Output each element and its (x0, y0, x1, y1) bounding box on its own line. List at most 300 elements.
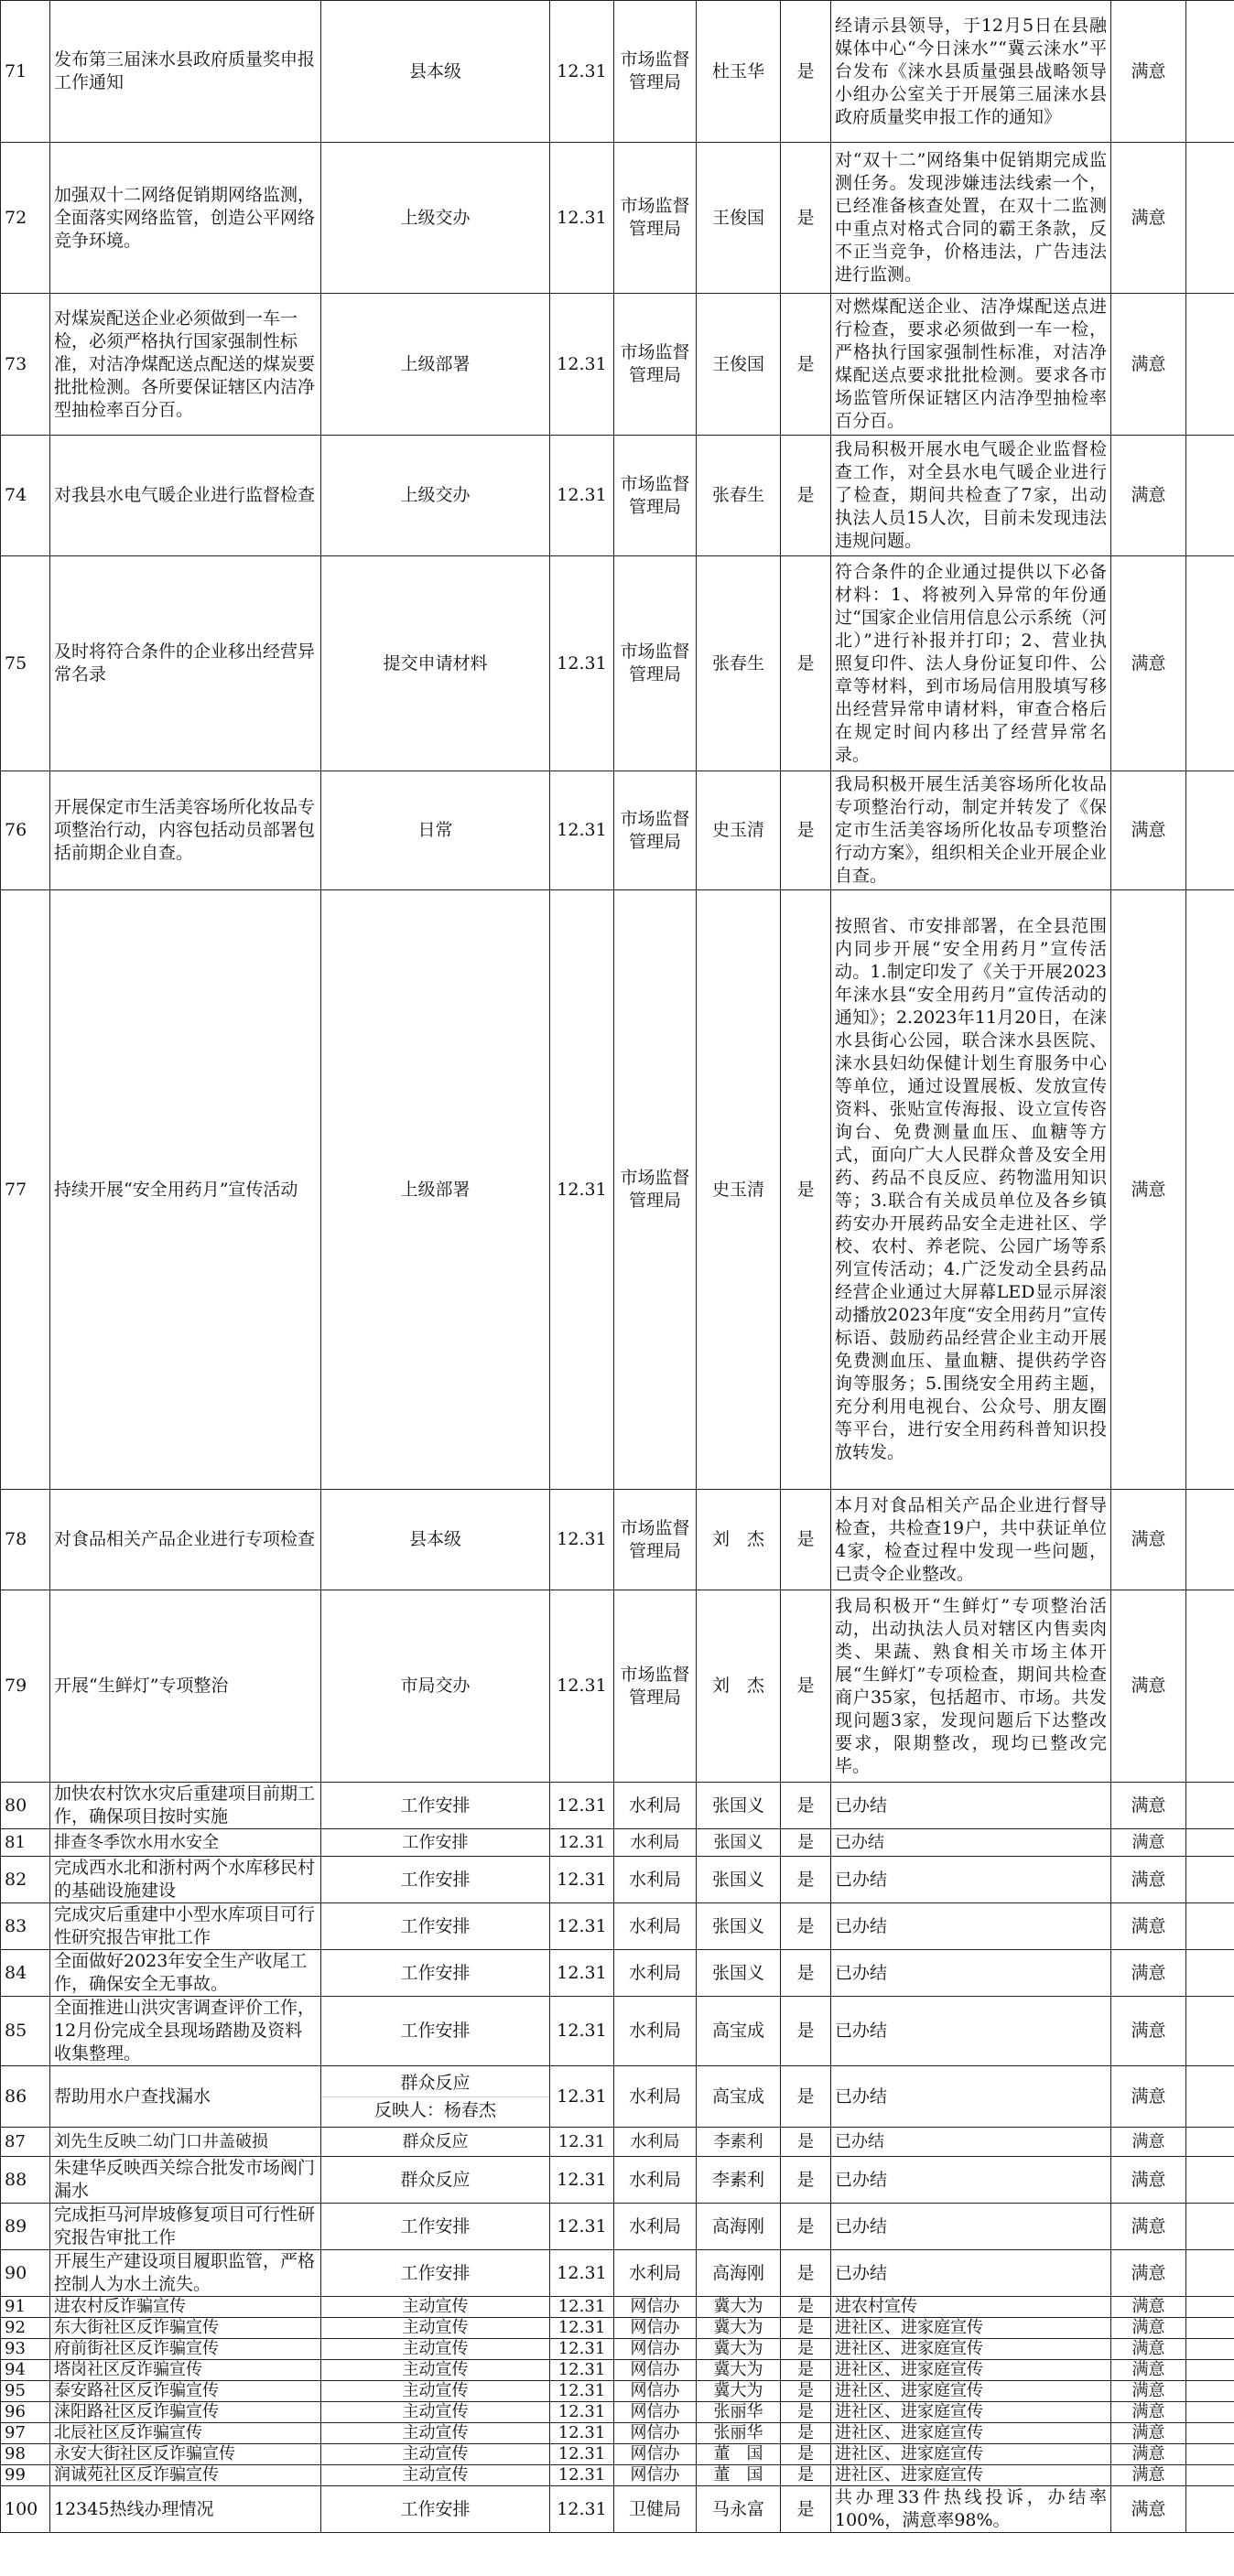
completed-flag[interactable]: 是 (781, 2444, 831, 2465)
responsible-department[interactable]: 水利局 (614, 2250, 697, 2297)
satisfaction[interactable]: 满意 (1111, 1490, 1186, 1590)
row-number[interactable]: 74 (1, 436, 50, 556)
row-number[interactable]: 89 (1, 2204, 50, 2250)
completion-result[interactable]: 进社区、进家庭宣传 (831, 2339, 1111, 2360)
completion-result[interactable]: 进社区、进家庭宣传 (831, 2402, 1111, 2423)
remarks-cell[interactable] (1186, 771, 1234, 890)
remarks-cell[interactable] (1186, 1903, 1234, 1950)
completed-flag[interactable]: 是 (781, 890, 831, 1490)
completed-flag[interactable]: 是 (781, 1590, 831, 1783)
deadline-date[interactable]: 12.31 (550, 1950, 614, 1997)
responsible-department[interactable]: 市场监督管理局 (614, 143, 697, 294)
responsible-department[interactable]: 市场监督管理局 (614, 890, 697, 1490)
row-number[interactable]: 100 (1, 2486, 50, 2533)
deadline-date[interactable]: 12.31 (550, 1903, 614, 1950)
satisfaction[interactable]: 满意 (1111, 294, 1186, 436)
row-number[interactable]: 71 (1, 1, 50, 143)
task-description[interactable]: 12345热线办理情况 (50, 2486, 321, 2533)
deadline-date[interactable]: 12.31 (550, 2402, 614, 2423)
completion-result[interactable]: 我局积极开展水电气暖企业监督检查工作，对全县水电气暖企业进行了检查，期间共检查了7家，出动执法人员15人次，目前未发现违法违规问题。 (831, 436, 1111, 556)
deadline-date[interactable]: 12.31 (550, 2297, 614, 2318)
satisfaction[interactable]: 满意 (1111, 2339, 1186, 2360)
responsible-department[interactable]: 水利局 (614, 2128, 697, 2157)
completion-result[interactable]: 已办结 (831, 2157, 1111, 2204)
row-number[interactable]: 93 (1, 2339, 50, 2360)
remarks-cell[interactable] (1186, 2360, 1234, 2381)
deadline-date[interactable]: 12.31 (550, 1590, 614, 1783)
satisfaction[interactable]: 满意 (1111, 2318, 1186, 2339)
task-source[interactable]: 主动宣传 (321, 2381, 550, 2402)
completion-result[interactable]: 已办结 (831, 1829, 1111, 1857)
satisfaction[interactable]: 满意 (1111, 1857, 1186, 1903)
deadline-date[interactable]: 12.31 (550, 1, 614, 143)
satisfaction[interactable]: 满意 (1111, 2423, 1186, 2444)
completion-result[interactable]: 进社区、进家庭宣传 (831, 2423, 1111, 2444)
row-number[interactable]: 87 (1, 2128, 50, 2157)
remarks-cell[interactable] (1186, 2204, 1234, 2250)
task-description[interactable]: 涞阳路社区反诈骗宣传 (50, 2402, 321, 2423)
responsible-person[interactable]: 董 国 (697, 2465, 781, 2486)
responsible-department[interactable]: 市场监督管理局 (614, 294, 697, 436)
responsible-person[interactable]: 董 国 (697, 2444, 781, 2465)
satisfaction[interactable]: 满意 (1111, 1829, 1186, 1857)
responsible-person[interactable]: 冀大为 (697, 2297, 781, 2318)
responsible-person[interactable]: 李素利 (697, 2128, 781, 2157)
responsible-department[interactable]: 水利局 (614, 2066, 697, 2128)
responsible-department[interactable]: 市场监督管理局 (614, 1, 697, 143)
remarks-cell[interactable] (1186, 2465, 1234, 2486)
responsible-person[interactable]: 张丽华 (697, 2423, 781, 2444)
remarks-cell[interactable] (1186, 2381, 1234, 2402)
responsible-person[interactable]: 史玉清 (697, 890, 781, 1490)
task-source[interactable] (321, 2066, 550, 2128)
deadline-date[interactable]: 12.31 (550, 2204, 614, 2250)
deadline-date[interactable]: 12.31 (550, 1829, 614, 1857)
row-number[interactable]: 83 (1, 1903, 50, 1950)
completion-result[interactable]: 经请示县领导，于12月5日在县融媒体中心“今日涞水”“冀云涞水”平台发布《涞水县质量强县战略领导小组办公室关于开展第三届涞水县政府质量奖申报工作的通知》 (831, 1, 1111, 143)
task-description[interactable]: 及时将符合条件的企业移出经营异常名录 (50, 556, 321, 771)
remarks-cell[interactable] (1186, 890, 1234, 1490)
satisfaction[interactable]: 满意 (1111, 2128, 1186, 2157)
deadline-date[interactable]: 12.31 (550, 436, 614, 556)
responsible-department[interactable]: 水利局 (614, 1950, 697, 1997)
completed-flag[interactable]: 是 (781, 556, 831, 771)
completed-flag[interactable]: 是 (781, 2297, 831, 2318)
task-description[interactable]: 开展保定市生活美容场所化妆品专项整治行动，内容包括动员部署包括前期企业自查。 (50, 771, 321, 890)
row-number[interactable]: 95 (1, 2381, 50, 2402)
completed-flag[interactable]: 是 (781, 2066, 831, 2128)
responsible-person[interactable]: 高海刚 (697, 2204, 781, 2250)
task-source[interactable]: 日常 (321, 771, 550, 890)
task-description[interactable]: 加快农村饮水灾后重建项目前期工作，确保项目按时实施 (50, 1783, 321, 1829)
remarks-cell[interactable] (1186, 1950, 1234, 1997)
completion-result[interactable]: 进农村宣传 (831, 2297, 1111, 2318)
row-number[interactable]: 94 (1, 2360, 50, 2381)
remarks-cell[interactable] (1186, 1783, 1234, 1829)
row-number[interactable]: 97 (1, 2423, 50, 2444)
satisfaction[interactable]: 满意 (1111, 2204, 1186, 2250)
remarks-cell[interactable] (1186, 2444, 1234, 2465)
task-source[interactable]: 主动宣传 (321, 2444, 550, 2465)
task-source[interactable]: 工作安排 (321, 1857, 550, 1903)
completed-flag[interactable]: 是 (781, 1, 831, 143)
responsible-department[interactable]: 水利局 (614, 2204, 697, 2250)
row-number[interactable]: 85 (1, 1997, 50, 2066)
row-number[interactable]: 79 (1, 1590, 50, 1783)
responsible-person[interactable]: 冀大为 (697, 2381, 781, 2402)
task-description[interactable]: 对食品相关产品企业进行专项检查 (50, 1490, 321, 1590)
responsible-person[interactable]: 高宝成 (697, 2066, 781, 2128)
completed-flag[interactable]: 是 (781, 1783, 831, 1829)
task-source[interactable]: 上级部署 (321, 294, 550, 436)
task-source[interactable]: 工作安排 (321, 1829, 550, 1857)
remarks-cell[interactable] (1186, 1857, 1234, 1903)
remarks-cell[interactable] (1186, 143, 1234, 294)
completed-flag[interactable]: 是 (781, 2423, 831, 2444)
row-number[interactable]: 82 (1, 1857, 50, 1903)
task-source[interactable]: 主动宣传 (321, 2402, 550, 2423)
task-source[interactable]: 主动宣传 (321, 2339, 550, 2360)
completed-flag[interactable]: 是 (781, 771, 831, 890)
satisfaction[interactable]: 满意 (1111, 1783, 1186, 1829)
task-source[interactable]: 工作安排 (321, 1997, 550, 2066)
task-source[interactable]: 工作安排 (321, 1783, 550, 1829)
task-description[interactable]: 开展生产建设项目履职监管，严格控制人为水土流失。 (50, 2250, 321, 2297)
deadline-date[interactable]: 12.31 (550, 2318, 614, 2339)
satisfaction[interactable]: 满意 (1111, 2157, 1186, 2204)
completed-flag[interactable]: 是 (781, 1857, 831, 1903)
responsible-person[interactable]: 马永富 (697, 2486, 781, 2533)
satisfaction[interactable]: 满意 (1111, 2066, 1186, 2128)
row-number[interactable]: 96 (1, 2402, 50, 2423)
task-source[interactable]: 上级部署 (321, 890, 550, 1490)
deadline-date[interactable]: 12.31 (550, 2444, 614, 2465)
deadline-date[interactable]: 12.31 (550, 2066, 614, 2128)
deadline-date[interactable]: 12.31 (550, 556, 614, 771)
remarks-cell[interactable] (1186, 2402, 1234, 2423)
responsible-person[interactable]: 张丽华 (697, 2402, 781, 2423)
responsible-department[interactable]: 网信办 (614, 2360, 697, 2381)
task-description[interactable]: 东大街社区反诈骗宣传 (50, 2318, 321, 2339)
satisfaction[interactable]: 满意 (1111, 771, 1186, 890)
remarks-cell[interactable] (1186, 2066, 1234, 2128)
responsible-department[interactable]: 水利局 (614, 1997, 697, 2066)
task-source[interactable]: 工作安排 (321, 2204, 550, 2250)
remarks-cell[interactable] (1186, 2318, 1234, 2339)
row-number[interactable]: 75 (1, 556, 50, 771)
task-source[interactable]: 县本级 (321, 1490, 550, 1590)
task-description[interactable]: 完成西水北和浙村两个水库移民村的基础设施建设 (50, 1857, 321, 1903)
completion-result[interactable]: 我局积极开“生鲜灯”专项整治活动，出动执法人员对辖区内售卖肉类、果蔬、熟食相关市场主体开展“生鲜灯”专项检查，期间共检查商户35家，包括超市、市场。共发现问题3家，发现问题后下达整改要求，限期整改，现均已整改完毕。 (831, 1590, 1111, 1783)
completion-result[interactable]: 符合条件的企业通过提供以下必备材料：1、将被列入异常的年份通过“国家企业信用信息公示系统（河北）”进行补报并打印；2、营业执照复印件、法人身份证复印件、公章等材料，到市场局信用股填写移出经营异常申请材料，审查合格后在规定时间内移出了经营异常名录。 (831, 556, 1111, 771)
responsible-person[interactable]: 王俊国 (697, 294, 781, 436)
task-source[interactable]: 市局交办 (321, 1590, 550, 1783)
completed-flag[interactable]: 是 (781, 2204, 831, 2250)
responsible-person[interactable]: 张国义 (697, 1903, 781, 1950)
satisfaction[interactable]: 满意 (1111, 2444, 1186, 2465)
responsible-person[interactable]: 高宝成 (697, 1997, 781, 2066)
completion-result[interactable]: 已办结 (831, 1997, 1111, 2066)
satisfaction[interactable]: 满意 (1111, 2402, 1186, 2423)
responsible-person[interactable]: 杜玉华 (697, 1, 781, 143)
row-number[interactable]: 73 (1, 294, 50, 436)
task-description[interactable]: 排查冬季饮水用水安全 (50, 1829, 321, 1857)
completion-result[interactable]: 已办结 (831, 1903, 1111, 1950)
responsible-department[interactable]: 水利局 (614, 1857, 697, 1903)
completed-flag[interactable]: 是 (781, 143, 831, 294)
remarks-cell[interactable] (1186, 1, 1234, 143)
task-source[interactable]: 工作安排 (321, 2250, 550, 2297)
responsible-department[interactable]: 市场监督管理局 (614, 1490, 697, 1590)
satisfaction[interactable]: 满意 (1111, 2486, 1186, 2533)
responsible-person[interactable]: 刘 杰 (697, 1590, 781, 1783)
deadline-date[interactable]: 12.31 (550, 2128, 614, 2157)
task-description[interactable]: 朱建华反映西关综合批发市场阀门漏水 (50, 2157, 321, 2204)
responsible-department[interactable]: 网信办 (614, 2402, 697, 2423)
remarks-cell[interactable] (1186, 1590, 1234, 1783)
completion-result[interactable]: 对燃煤配送企业、洁净煤配送点进行检查，要求必须做到一车一检，严格执行国家强制性标准，对洁净煤配送点要求批批检测。要求各市场监管所保证辖区内洁净型抽检率百分百。 (831, 294, 1111, 436)
task-source[interactable]: 工作安排 (321, 1903, 550, 1950)
responsible-department[interactable]: 水利局 (614, 1783, 697, 1829)
completed-flag[interactable]: 是 (781, 2381, 831, 2402)
completed-flag[interactable]: 是 (781, 2128, 831, 2157)
satisfaction[interactable]: 满意 (1111, 890, 1186, 1490)
completed-flag[interactable]: 是 (781, 436, 831, 556)
task-description[interactable]: 进农村反诈骗宣传 (50, 2297, 321, 2318)
responsible-person[interactable]: 高海刚 (697, 2250, 781, 2297)
remarks-cell[interactable] (1186, 2128, 1234, 2157)
responsible-department[interactable]: 市场监督管理局 (614, 771, 697, 890)
satisfaction[interactable]: 满意 (1111, 2465, 1186, 2486)
row-number[interactable]: 80 (1, 1783, 50, 1829)
deadline-date[interactable]: 12.31 (550, 1490, 614, 1590)
completed-flag[interactable]: 是 (781, 1903, 831, 1950)
satisfaction[interactable]: 满意 (1111, 1, 1186, 143)
responsible-person[interactable]: 张春生 (697, 556, 781, 771)
deadline-date[interactable]: 12.31 (550, 771, 614, 890)
remarks-cell[interactable] (1186, 2157, 1234, 2204)
responsible-person[interactable]: 刘 杰 (697, 1490, 781, 1590)
responsible-department[interactable]: 市场监督管理局 (614, 556, 697, 771)
deadline-date[interactable]: 12.31 (550, 2250, 614, 2297)
responsible-department[interactable]: 市场监督管理局 (614, 436, 697, 556)
completed-flag[interactable]: 是 (781, 1490, 831, 1590)
remarks-cell[interactable] (1186, 1829, 1234, 1857)
row-number[interactable]: 72 (1, 143, 50, 294)
responsible-person[interactable]: 冀大为 (697, 2318, 781, 2339)
task-source[interactable]: 主动宣传 (321, 2360, 550, 2381)
satisfaction[interactable]: 满意 (1111, 1903, 1186, 1950)
task-source[interactable]: 工作安排 (321, 2486, 550, 2533)
row-number[interactable]: 77 (1, 890, 50, 1490)
deadline-date[interactable]: 12.31 (550, 2157, 614, 2204)
responsible-person[interactable]: 张国义 (697, 1783, 781, 1829)
task-source[interactable]: 主动宣传 (321, 2423, 550, 2444)
responsible-department[interactable]: 卫健局 (614, 2486, 697, 2533)
row-number[interactable]: 98 (1, 2444, 50, 2465)
responsible-person[interactable]: 李素利 (697, 2157, 781, 2204)
completion-result[interactable]: 已办结 (831, 2066, 1111, 2128)
deadline-date[interactable]: 12.31 (550, 2360, 614, 2381)
completion-result[interactable]: 已办结 (831, 1857, 1111, 1903)
satisfaction[interactable]: 满意 (1111, 1997, 1186, 2066)
satisfaction[interactable]: 满意 (1111, 2381, 1186, 2402)
responsible-department[interactable]: 水利局 (614, 2157, 697, 2204)
row-number[interactable]: 76 (1, 771, 50, 890)
row-number[interactable]: 86 (1, 2066, 50, 2128)
completed-flag[interactable]: 是 (781, 2360, 831, 2381)
row-number[interactable]: 99 (1, 2465, 50, 2486)
row-number[interactable]: 92 (1, 2318, 50, 2339)
completion-result[interactable]: 进社区、进家庭宣传 (831, 2444, 1111, 2465)
task-description[interactable]: 开展“生鲜灯”专项整治 (50, 1590, 321, 1783)
task-description[interactable]: 刘先生反映二幼门口井盖破损 (50, 2128, 321, 2157)
task-description[interactable]: 完成拒马河岸坡修复项目可行性研究报告审批工作 (50, 2204, 321, 2250)
remarks-cell[interactable] (1186, 294, 1234, 436)
completion-result[interactable]: 进社区、进家庭宣传 (831, 2360, 1111, 2381)
responsible-department[interactable]: 水利局 (614, 1829, 697, 1857)
completion-result[interactable]: 已办结 (831, 2128, 1111, 2157)
responsible-department[interactable]: 网信办 (614, 2297, 697, 2318)
task-description[interactable]: 帮助用水户查找漏水 (50, 2066, 321, 2128)
responsible-department[interactable]: 市场监督管理局 (614, 1590, 697, 1783)
responsible-person[interactable]: 史玉清 (697, 771, 781, 890)
remarks-cell[interactable] (1186, 2423, 1234, 2444)
deadline-date[interactable]: 12.31 (550, 294, 614, 436)
completion-result[interactable]: 进社区、进家庭宣传 (831, 2381, 1111, 2402)
responsible-department[interactable]: 网信办 (614, 2318, 697, 2339)
completion-result[interactable]: 进社区、进家庭宣传 (831, 2318, 1111, 2339)
responsible-department[interactable]: 水利局 (614, 1903, 697, 1950)
task-description[interactable]: 加强双十二网络促销期网络监测，全面落实网络监管，创造公平网络竞争环境。 (50, 143, 321, 294)
row-number[interactable]: 88 (1, 2157, 50, 2204)
row-number[interactable]: 91 (1, 2297, 50, 2318)
responsible-department[interactable]: 网信办 (614, 2339, 697, 2360)
completed-flag[interactable]: 是 (781, 294, 831, 436)
deadline-date[interactable]: 12.31 (550, 143, 614, 294)
remarks-cell[interactable] (1186, 2250, 1234, 2297)
satisfaction[interactable]: 满意 (1111, 2297, 1186, 2318)
deadline-date[interactable]: 12.31 (550, 2339, 614, 2360)
task-source[interactable]: 群众反应 (321, 2157, 550, 2204)
responsible-department[interactable]: 网信办 (614, 2381, 697, 2402)
task-description[interactable]: 北辰社区反诈骗宣传 (50, 2423, 321, 2444)
remarks-cell[interactable] (1186, 2339, 1234, 2360)
deadline-date[interactable]: 12.31 (550, 2486, 614, 2533)
completion-result[interactable]: 对“双十二”网络集中促销期完成监测任务。发现涉嫌违法线索一个，已经准备核查处置，在双十二监测中重点对格式合同的霸王条款，反不正当竞争，价格违法，广告违法进行监测。 (831, 143, 1111, 294)
task-description[interactable]: 对我县水电气暖企业进行监督检查 (50, 436, 321, 556)
task-source[interactable]: 县本级 (321, 1, 550, 143)
satisfaction[interactable]: 满意 (1111, 2250, 1186, 2297)
satisfaction[interactable]: 满意 (1111, 2360, 1186, 2381)
deadline-date[interactable]: 12.31 (550, 1783, 614, 1829)
task-source[interactable]: 主动宣传 (321, 2297, 550, 2318)
task-source[interactable]: 主动宣传 (321, 2318, 550, 2339)
responsible-person[interactable]: 张国义 (697, 1950, 781, 1997)
task-description[interactable]: 全面做好2023年安全生产收尾工作，确保安全无事故。 (50, 1950, 321, 1997)
row-number[interactable]: 84 (1, 1950, 50, 1997)
responsible-person[interactable]: 冀大为 (697, 2339, 781, 2360)
task-source[interactable]: 提交申请材料 (321, 556, 550, 771)
row-number[interactable]: 78 (1, 1490, 50, 1590)
task-source[interactable]: 上级交办 (321, 436, 550, 556)
task-source[interactable]: 主动宣传 (321, 2465, 550, 2486)
completed-flag[interactable]: 是 (781, 2250, 831, 2297)
task-description[interactable]: 持续开展“安全用药月”宣传活动 (50, 890, 321, 1490)
completion-result[interactable]: 共办理33件热线投诉，办结率100%，满意率98%。 (831, 2486, 1111, 2533)
deadline-date[interactable]: 12.31 (550, 1857, 614, 1903)
satisfaction[interactable]: 满意 (1111, 436, 1186, 556)
responsible-person[interactable]: 张国义 (697, 1829, 781, 1857)
completed-flag[interactable]: 是 (781, 2339, 831, 2360)
deadline-date[interactable]: 12.31 (550, 2465, 614, 2486)
completion-result[interactable]: 已办结 (831, 2250, 1111, 2297)
completed-flag[interactable]: 是 (781, 2318, 831, 2339)
deadline-date[interactable]: 12.31 (550, 1997, 614, 2066)
task-description[interactable]: 塔岗社区反诈骗宣传 (50, 2360, 321, 2381)
task-description[interactable]: 永安大街社区反诈骗宣传 (50, 2444, 321, 2465)
task-source[interactable]: 工作安排 (321, 1950, 550, 1997)
satisfaction[interactable]: 满意 (1111, 1950, 1186, 1997)
completed-flag[interactable]: 是 (781, 2486, 831, 2533)
task-description[interactable]: 府前街社区反诈骗宣传 (50, 2339, 321, 2360)
task-source[interactable]: 群众反应 (321, 2128, 550, 2157)
satisfaction[interactable]: 满意 (1111, 556, 1186, 771)
remarks-cell[interactable] (1186, 2486, 1234, 2533)
task-description[interactable]: 对煤炭配送企业必须做到一车一检，必须严格执行国家强制性标准，对洁净煤配送点配送的煤炭要批批检测。各所要保证辖区内洁净型抽检率百分百。 (50, 294, 321, 436)
task-description[interactable]: 完成灾后重建中小型水库项目可行性研究报告审批工作 (50, 1903, 321, 1950)
completion-result[interactable]: 已办结 (831, 1950, 1111, 1997)
completion-result[interactable]: 我局积极开展生活美容场所化妆品专项整治行动，制定并转发了《保定市生活美容场所化妆品专项整治行动方案》，组织相关企业开展企业自查。 (831, 771, 1111, 890)
remarks-cell[interactable] (1186, 1490, 1234, 1590)
responsible-person[interactable]: 王俊国 (697, 143, 781, 294)
responsible-person[interactable]: 冀大为 (697, 2360, 781, 2381)
task-description[interactable]: 全面推进山洪灾害调查评价工作，12月份完成全县现场踏勘及资料收集整理。 (50, 1997, 321, 2066)
row-number[interactable]: 90 (1, 2250, 50, 2297)
task-description[interactable]: 发布第三届涞水县政府质量奖申报工作通知 (50, 1, 321, 143)
completion-result[interactable]: 已办结 (831, 2204, 1111, 2250)
remarks-cell[interactable] (1186, 436, 1234, 556)
completed-flag[interactable]: 是 (781, 1829, 831, 1857)
completed-flag[interactable]: 是 (781, 2157, 831, 2204)
responsible-department[interactable]: 网信办 (614, 2444, 697, 2465)
responsible-person[interactable]: 张春生 (697, 436, 781, 556)
completion-result[interactable]: 本月对食品相关产品企业进行督导检查，共检查19户，共中获证单位4家，检查过程中发现一些问题，已责令企业整改。 (831, 1490, 1111, 1590)
completed-flag[interactable]: 是 (781, 1950, 831, 1997)
completion-result[interactable]: 进社区、进家庭宣传 (831, 2465, 1111, 2486)
deadline-date[interactable]: 12.31 (550, 2423, 614, 2444)
completed-flag[interactable]: 是 (781, 2465, 831, 2486)
responsible-department[interactable]: 网信办 (614, 2423, 697, 2444)
responsible-person[interactable]: 张国义 (697, 1857, 781, 1903)
deadline-date[interactable]: 12.31 (550, 2381, 614, 2402)
completion-result[interactable]: 按照省、市安排部署，在全县范围内同步开展“安全用药月”宣传活动。1.制定印发了《关于开展2023年涞水县“安全用药月”宣传活动的通知》；2.2023年11月20日，在涞水县街心公园，联合涞水县医院、涞水县妇幼保健计划生育服务中心等单位，通过设置展板、发放宣传资料、张贴宣传海报、设立宣传咨询台、免费测量血压、血糖等方式，面向广大人民群众普及安全用药、药品不良反应、药物滥用知识等；3.联合有关成员单位及各乡镇药安办开展药品安全走进社区、学校、农村、养老院、公园广场等系列宣传活动；4.广泛发动全县药品经营企业通过大屏幕LED显示屏滚动播放2023年度“安全用药月”宣传标语、鼓励药品经营企业主动开展免费测血压、量血糖、提供药学咨询等服务；5.围绕安全用药主题，充分利用电视台、公众号、朋友圈等平台，进行安全用药科普知识投放转发。 (831, 890, 1111, 1490)
responsible-department[interactable]: 网信办 (614, 2465, 697, 2486)
remarks-cell[interactable] (1186, 556, 1234, 771)
task-source[interactable]: 上级交办 (321, 143, 550, 294)
task-description[interactable]: 润诚苑社区反诈骗宣传 (50, 2465, 321, 2486)
satisfaction[interactable]: 满意 (1111, 143, 1186, 294)
deadline-date[interactable]: 12.31 (550, 890, 614, 1490)
row-number[interactable]: 81 (1, 1829, 50, 1857)
remarks-cell[interactable] (1186, 1997, 1234, 2066)
completed-flag[interactable]: 是 (781, 2402, 831, 2423)
completion-result[interactable]: 已办结 (831, 1783, 1111, 1829)
task-description[interactable]: 泰安路社区反诈骗宣传 (50, 2381, 321, 2402)
remarks-cell[interactable] (1186, 2297, 1234, 2318)
satisfaction[interactable]: 满意 (1111, 1590, 1186, 1783)
completed-flag[interactable]: 是 (781, 1997, 831, 2066)
